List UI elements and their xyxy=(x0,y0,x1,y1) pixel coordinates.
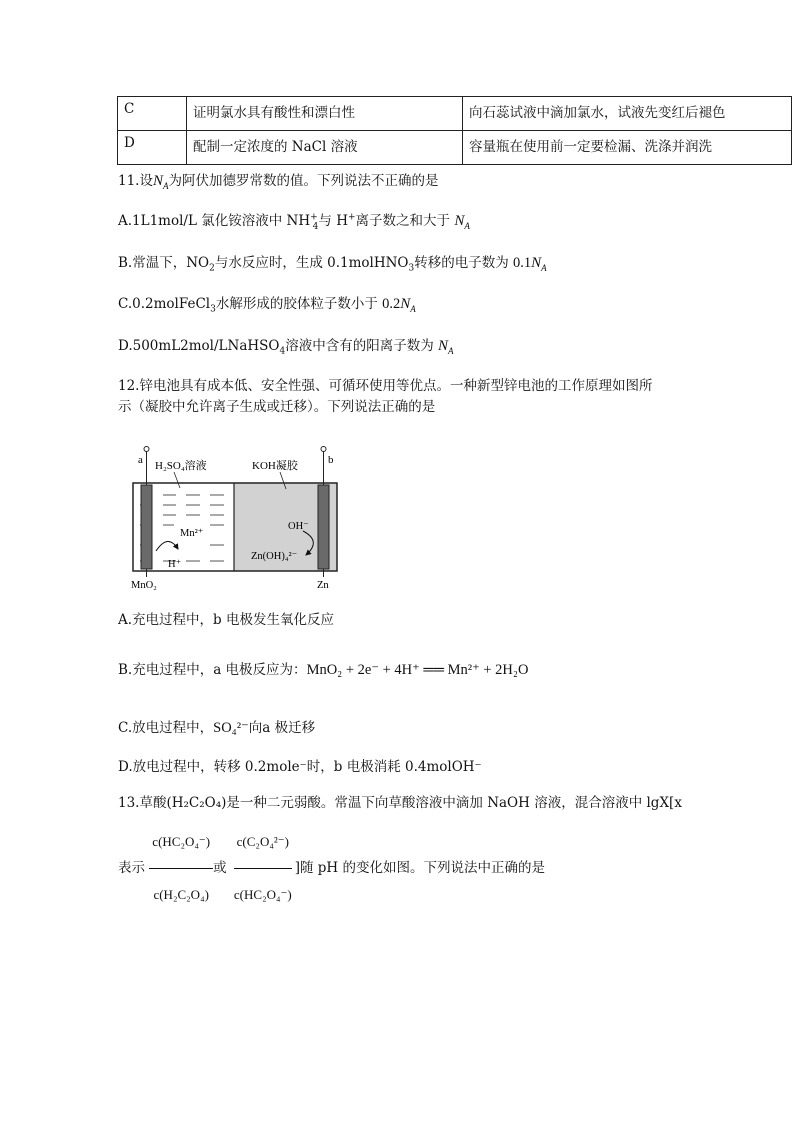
avogadro-symbol: $N_A$ xyxy=(152,173,169,191)
arrow-mn xyxy=(156,541,178,551)
q13-stem-line1: 13.草酸(H₂C₂O₄)是一种二元弱酸。常温下向草酸溶液中滴加 NaOH 溶液，混合溶液中 lgX[x xyxy=(118,795,682,811)
label-b: b xyxy=(328,454,334,466)
label-mno2: MnO₂ xyxy=(131,580,157,591)
q12-stem-line1: 12.锌电池具有成本低、安全性强、可循环使用等优点。一种新型锌电池的工作原理如图所 xyxy=(118,378,653,394)
label-oh-ion: OH⁻ xyxy=(288,521,309,532)
terminal-b xyxy=(321,447,326,452)
label-koh-gel: KOH凝胶 xyxy=(252,460,298,472)
q13-stem-line2: 表示 $\frac{\text{c(HC₂O₄⁻)}}{\text{c(H₂C₂O₄)}}$ 或 $\frac{\text{c(C₂O₄²⁻)}}{\text{c(HC₂O₄⁻)}}$ ]随 pH 的变化如图。下列说法中正确的是 xyxy=(118,818,545,866)
fraction-1: $\frac{\text{c(HC₂O₄⁻)}}{\text{c(H₂C₂O₄)}}$ xyxy=(149,818,213,919)
table-row xyxy=(118,97,792,131)
zinc-battery-diagram xyxy=(128,443,343,591)
row-label: C xyxy=(118,97,187,131)
label-zn: Zn xyxy=(317,580,329,591)
terminal-a xyxy=(144,447,149,452)
electrode-a xyxy=(141,485,152,569)
row-label: D xyxy=(118,131,187,165)
label-h2so4: H₂SO₄溶液 xyxy=(155,460,207,472)
experiment-table xyxy=(117,96,792,165)
fraction-2: $\frac{\text{c(C₂O₄²⁻)}}{\text{c(HC₂O₄⁻)}}$ xyxy=(231,818,295,919)
row-operation: 容量瓶在使用前一定要检漏、洗涤并润洗 xyxy=(463,131,792,165)
row-operation: 向石蕊试液中滴加氯水，试液先变红后褪色 xyxy=(463,97,792,131)
q12-option-a: A.充电过程中，b 电极发生氧化反应 xyxy=(118,612,334,628)
table-row xyxy=(118,131,792,165)
q12-option-d: D.放电过程中，转移 0.2mole⁻时，b 电极消耗 0.4molOH⁻ xyxy=(118,759,482,775)
q11-option-c: C.0.2molFeCl$_3$水解形成的胶体粒子数小于 $0.2N_A$ xyxy=(118,296,416,315)
q12-option-c: C.放电过程中，SO₄²⁻向a 极迁移 xyxy=(118,720,316,736)
label-a: a xyxy=(138,454,143,466)
q11-stem: 11.设$N_A$为阿伏加德罗常数的值。下列说法不正确的是 xyxy=(118,173,439,191)
q11-option-a: A.1L1mol/L 氯化铵溶液中 $NH^+_4$与 H+离子数之和大于 $N_A$ xyxy=(118,212,470,232)
q12-stem-line2: 示（凝胶中允许离子生成或迁移）。下列说法正确的是 xyxy=(118,399,436,415)
electrode-b xyxy=(318,485,329,569)
q11-option-b: B.常温下，$NO_2$与水反应时，生成 0.1molHNO$_3$转移的电子数为 $0.1N_A$ xyxy=(118,255,547,274)
q11-option-d: D.500mL2mol/LNaHSO$_4$溶液中含有的阳离子数为 $N_A$ xyxy=(118,338,454,357)
row-goal: 配制一定浓度的 NaCl 溶液 xyxy=(187,131,463,165)
label-mn-ion: Mn²⁺ xyxy=(180,528,204,539)
label-h-ion: H⁺ xyxy=(168,559,182,570)
label-zincate: Zn(OH)₄²⁻ xyxy=(251,551,298,562)
q12-option-b: B.充电过程中，a 电极反应为：MnO₂ + 2e⁻ + 4H⁺ ══ Mn²⁺ + 2H₂O xyxy=(118,662,529,678)
row-goal: 证明氯水具有酸性和漂白性 xyxy=(187,97,463,131)
